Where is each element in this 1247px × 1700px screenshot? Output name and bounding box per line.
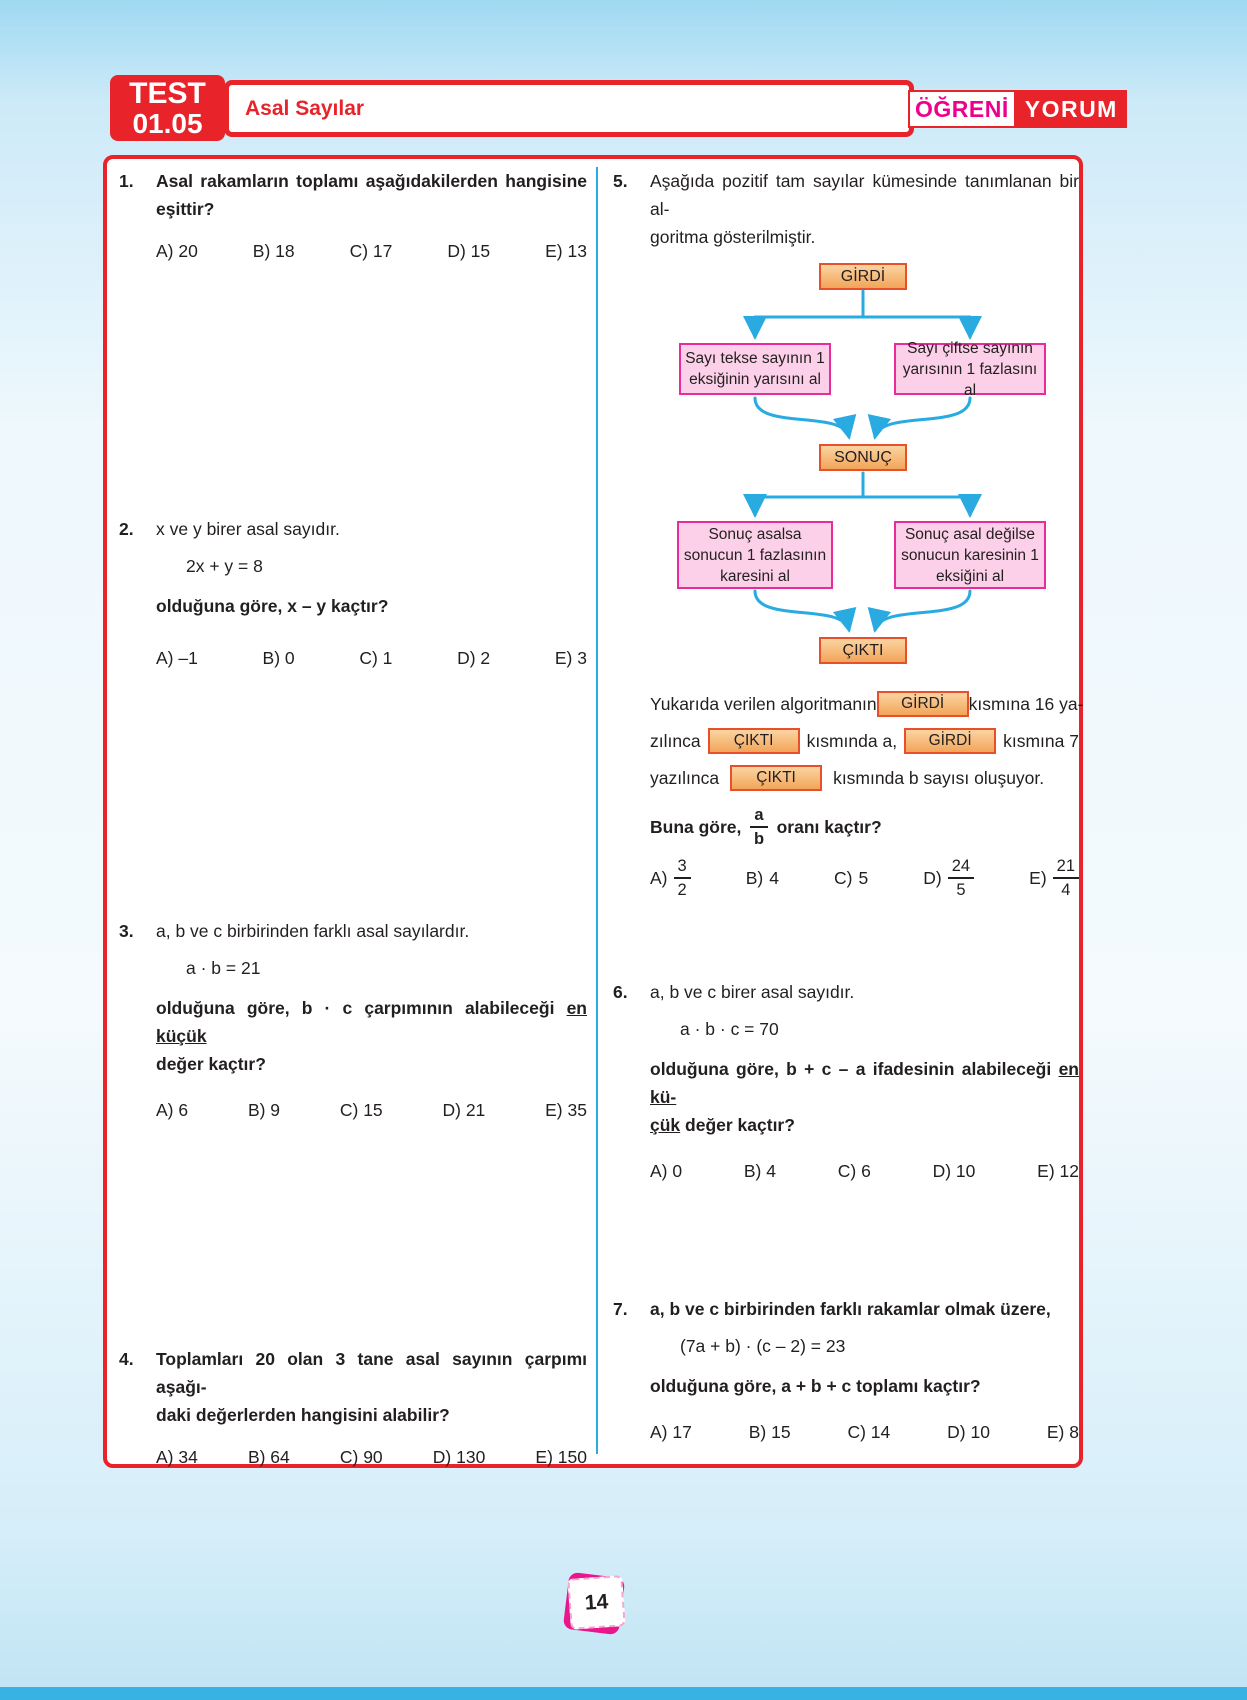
question-3-number: 3. bbox=[119, 921, 134, 941]
question-7 bbox=[613, 1295, 1079, 1446]
answer-option: A) 17 bbox=[650, 1422, 692, 1442]
question-2-prompt: olduğuna göre, x – y kaçtır? bbox=[156, 596, 389, 616]
paragraph-text: kısmına 7 bbox=[1003, 730, 1079, 751]
question-6-options bbox=[650, 1157, 1079, 1185]
answer-option bbox=[650, 856, 691, 900]
inline-cikti-tag: ÇIKTI bbox=[730, 765, 822, 791]
question-3-prompt-pre: olduğuna göre, b · c çarpımının alabileceği bbox=[156, 998, 555, 1018]
question-2-number: 2. bbox=[119, 519, 134, 539]
page-number-badge: 14 bbox=[567, 1575, 625, 1630]
question-1-text-line1: Asal rakamların toplamı aşağıdakilerden hangisine bbox=[156, 171, 587, 191]
answer-option: C) 6 bbox=[837, 1161, 871, 1181]
question-5-stem-line1: Aşağıda pozitif tam sayılar kümesinde tanımlanan bir al- bbox=[650, 171, 1079, 219]
answer-option: C) 17 bbox=[349, 241, 393, 261]
flowchart-box-even: Sayı çiftse sayının yarısının 1 fazlasını al bbox=[894, 343, 1046, 395]
answer-option: D) 21 bbox=[442, 1100, 486, 1120]
paragraph-line-2 bbox=[650, 722, 1079, 759]
option-label: C) bbox=[834, 868, 853, 888]
answer-option bbox=[923, 856, 974, 900]
brand-logo bbox=[908, 90, 1127, 128]
question-3-prompt-line2: değer kaçtır? bbox=[156, 1054, 266, 1074]
flowchart-box-prime: Sonuç asalsa sonucun 1 fazlasının karesini al bbox=[677, 521, 833, 589]
answer-option: E) 12 bbox=[1037, 1161, 1079, 1181]
answer-option: E) 150 bbox=[535, 1447, 587, 1467]
answer-option: E) 3 bbox=[554, 648, 587, 668]
question-6-number: 6. bbox=[613, 982, 628, 1002]
answer-option: A) 34 bbox=[156, 1447, 198, 1467]
paragraph-text: kısmında a, bbox=[806, 730, 898, 751]
answer-option: C) 14 bbox=[847, 1422, 891, 1442]
question-1 bbox=[119, 167, 587, 265]
answer-option: E) 13 bbox=[545, 241, 587, 261]
question-6-prompt-underlined-1: en kü- bbox=[650, 1059, 1079, 1107]
option-label: A) bbox=[650, 868, 668, 888]
question-6-prompt-underlined-2: çük bbox=[650, 1115, 681, 1135]
answer-option: D) 130 bbox=[432, 1447, 486, 1467]
test-label: TEST bbox=[129, 76, 206, 110]
flowchart-box-odd: Sayı tekse sayının 1 eksiğinin yarısını al bbox=[679, 343, 831, 395]
question-4-number: 4. bbox=[119, 1349, 134, 1369]
inline-cikti-tag: ÇIKTI bbox=[708, 728, 800, 754]
question-4-text-line1: Toplamları 20 olan 3 tane asal sayının çarpımı aşağı- bbox=[156, 1349, 587, 1397]
question-7-body bbox=[650, 1295, 1079, 1446]
question-3-prompt-underlined: en küçük bbox=[156, 998, 587, 1046]
fraction-numerator: 3 bbox=[674, 856, 691, 879]
question-1-options bbox=[156, 237, 587, 265]
answer-option: A) 20 bbox=[156, 241, 198, 261]
paragraph-text: yazılınca bbox=[650, 767, 720, 788]
question-4-body bbox=[156, 1345, 587, 1471]
paragraph-line-1 bbox=[650, 685, 1084, 722]
answer-option: D) 10 bbox=[932, 1161, 976, 1181]
fraction-denominator: 5 bbox=[956, 881, 966, 899]
paragraph-text: zılınca bbox=[650, 730, 701, 751]
question-4 bbox=[119, 1345, 587, 1471]
answer-option bbox=[834, 864, 868, 892]
question-2-options bbox=[156, 644, 587, 672]
answer-option: D) 15 bbox=[447, 241, 491, 261]
question-5-prompt-post: oranı kaçtır? bbox=[776, 817, 882, 837]
question-7-equation: (7a + b) · (c – 2) = 23 bbox=[680, 1336, 846, 1356]
question-6-equation: a · b · c = 70 bbox=[680, 1019, 779, 1039]
column-divider bbox=[596, 167, 598, 1454]
answer-option: B) 64 bbox=[247, 1447, 290, 1467]
test-number: 01.05 bbox=[132, 108, 203, 140]
question-1-text-line2: eşittir? bbox=[156, 199, 215, 219]
question-6 bbox=[613, 978, 1079, 1185]
question-6-prompt-pre: olduğuna göre, b + c – a ifadesinin alabileceği bbox=[650, 1059, 1052, 1079]
option-fraction bbox=[674, 856, 691, 900]
question-6-stem: a, b ve c birer asal sayıdır. bbox=[650, 982, 855, 1002]
answer-option: B) 4 bbox=[743, 1161, 776, 1181]
option-label: E) bbox=[1029, 868, 1047, 888]
question-5-options bbox=[650, 856, 1079, 900]
question-6-prompt-line1 bbox=[650, 1055, 1079, 1111]
option-label: B) bbox=[745, 868, 764, 888]
question-3-prompt-line1 bbox=[156, 994, 587, 1050]
fraction-numerator: 21 bbox=[1053, 856, 1079, 879]
question-5-number: 5. bbox=[613, 171, 628, 191]
option-fraction bbox=[1053, 856, 1079, 900]
question-1-body bbox=[156, 167, 587, 265]
answer-option bbox=[1029, 856, 1079, 900]
question-7-stem: a, b ve c birbirinden farklı rakamlar olmak üzere, bbox=[650, 1299, 1051, 1319]
question-7-number: 7. bbox=[613, 1299, 628, 1319]
fraction-numerator: a bbox=[750, 805, 767, 828]
question-5-body bbox=[650, 167, 1084, 900]
bottom-accent-bar bbox=[0, 1687, 1247, 1700]
flowchart-box-sonuc: SONUÇ bbox=[819, 444, 907, 471]
question-3-options bbox=[156, 1096, 587, 1124]
question-5 bbox=[613, 167, 1084, 900]
brand-logo-right: YORUM bbox=[1016, 90, 1127, 128]
question-3-stem: a, b ve c birbirinden farklı asal sayılardır. bbox=[156, 921, 470, 941]
question-5-prompt bbox=[650, 804, 1079, 850]
question-6-prompt-post: değer kaçtır? bbox=[685, 1115, 795, 1135]
brand-logo-left: ÖĞRENİ bbox=[908, 90, 1016, 128]
flowchart-box-notprime: Sonuç asal değilse sonucun karesinin 1 eksiğini al bbox=[894, 521, 1046, 589]
answer-option: B) 0 bbox=[262, 648, 295, 668]
fraction-denominator: b bbox=[753, 830, 765, 848]
answer-option: A) 6 bbox=[156, 1100, 189, 1120]
inline-girdi-tag: GİRDİ bbox=[877, 691, 969, 717]
question-4-options bbox=[156, 1443, 587, 1471]
test-number-box bbox=[110, 75, 225, 141]
answer-option bbox=[746, 864, 779, 892]
paragraph-text: kısmına 16 ya- bbox=[968, 693, 1084, 714]
fraction-denominator: 2 bbox=[677, 881, 687, 899]
question-6-body bbox=[650, 978, 1079, 1185]
answer-option: B) 9 bbox=[247, 1100, 281, 1120]
option-label: D) bbox=[923, 868, 942, 888]
question-3-body bbox=[156, 917, 587, 1124]
answer-option: B) 18 bbox=[252, 241, 295, 261]
paragraph-line-3 bbox=[650, 759, 1079, 796]
question-2-equation: 2x + y = 8 bbox=[186, 556, 263, 576]
question-2 bbox=[119, 515, 587, 672]
flowchart-box-girdi: GİRDİ bbox=[819, 263, 907, 290]
paragraph-text: Yukarıda verilen algoritmanın bbox=[650, 693, 877, 714]
question-6-prompt-line2 bbox=[650, 1111, 1079, 1139]
question-7-options bbox=[650, 1418, 1079, 1446]
answer-option: A) 0 bbox=[650, 1161, 683, 1181]
question-2-stem: x ve y birer asal sayıdır. bbox=[156, 519, 340, 539]
header-title-bar bbox=[224, 80, 914, 137]
fraction-numerator: 24 bbox=[948, 856, 974, 879]
option-value: 4 bbox=[769, 868, 779, 888]
question-3 bbox=[119, 917, 587, 1124]
inline-girdi-tag: GİRDİ bbox=[904, 728, 996, 754]
answer-option: D) 10 bbox=[947, 1422, 990, 1442]
questions-frame bbox=[103, 155, 1083, 1468]
a-over-b-fraction bbox=[750, 805, 767, 849]
question-3-equation: a · b = 21 bbox=[186, 958, 261, 978]
algorithm-flowchart bbox=[613, 259, 1079, 671]
question-7-prompt: olduğuna göre, a + b + c toplamı kaçtır? bbox=[650, 1376, 981, 1396]
option-value: 5 bbox=[858, 868, 869, 888]
question-5-stem-line2: goritma gösterilmiştir. bbox=[650, 227, 816, 247]
answer-option: C) 90 bbox=[339, 1447, 383, 1467]
flowchart-box-cikti: ÇIKTI bbox=[819, 637, 907, 664]
answer-option: A) –1 bbox=[156, 648, 198, 668]
answer-option: E) 8 bbox=[1046, 1422, 1079, 1442]
answer-option: D) 2 bbox=[457, 648, 491, 668]
question-5-prompt-pre: Buna göre, bbox=[650, 817, 742, 837]
question-2-body bbox=[156, 515, 587, 672]
answer-option: C) 15 bbox=[339, 1100, 383, 1120]
answer-option: C) 1 bbox=[359, 648, 393, 668]
answer-option: E) 35 bbox=[545, 1100, 587, 1120]
paragraph-text: kısmında b sayısı oluşuyor. bbox=[833, 767, 1045, 788]
page-title: Asal Sayılar bbox=[245, 96, 365, 120]
fraction-denominator: 4 bbox=[1061, 881, 1071, 899]
answer-option: B) 15 bbox=[748, 1422, 791, 1442]
option-fraction bbox=[948, 856, 974, 900]
question-1-number: 1. bbox=[119, 171, 134, 191]
question-4-text-line2: daki değerlerden hangisini alabilir? bbox=[156, 1405, 450, 1425]
question-5-paragraph bbox=[650, 685, 1084, 796]
